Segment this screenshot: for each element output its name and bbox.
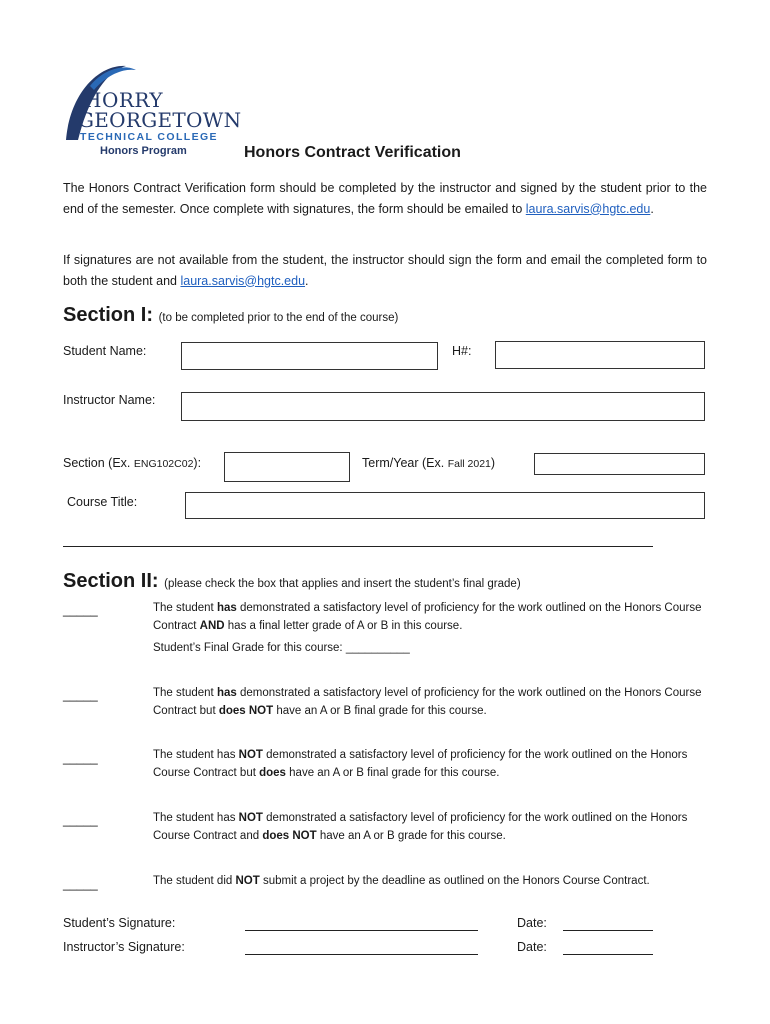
final-grade-line[interactable]: Student’s Final Grade for this course: __________: [153, 642, 410, 654]
section-code-field[interactable]: [224, 452, 350, 482]
section-divider: [63, 546, 653, 547]
course-title-label: Course Title:: [67, 495, 138, 509]
option-2-checkbox[interactable]: _____: [63, 688, 98, 702]
intro-paragraph-2: If signatures are not available from the student, the instructor should sign the form and email the completed form to both the student and laura.sarvis@hgtc.edu.: [63, 253, 707, 288]
option-5-text: The student did NOT submit a project by the deadline as outlined on the Honors Course Contract.: [153, 875, 650, 887]
logo-line-horry: HORRY: [84, 88, 164, 112]
option-3-checkbox[interactable]: _____: [63, 751, 98, 765]
email-link-2[interactable]: laura.sarvis@hgtc.edu: [180, 273, 306, 288]
section-1-heading: Section I: (to be completed prior to the end of the course): [63, 304, 399, 326]
college-logo: [60, 62, 242, 162]
term-year-field[interactable]: [534, 453, 705, 475]
option-4-text: The student has NOT demonstrated a satisfactory level of proficiency for the work outlined on the Honors Course Contract and does NOT have an A or B grade for this course.: [153, 812, 688, 842]
student-signature-label: Student’s Signature:: [63, 916, 176, 930]
logo-line-honors-program: Honors Program: [100, 145, 187, 157]
instructor-signature-line[interactable]: [245, 940, 478, 955]
option-4-checkbox[interactable]: _____: [63, 813, 98, 827]
instructor-signature-label: Instructor’s Signature:: [63, 940, 185, 954]
student-name-field[interactable]: [181, 342, 438, 370]
option-3-text: The student has NOT demonstrated a satisfactory level of proficiency for the work outlined on the Honors Course Contract but does have an A or B final grade for this course.: [153, 749, 688, 779]
student-date-label: Date:: [517, 916, 547, 930]
option-1-text: The student has demonstrated a satisfactory level of proficiency for the work outlined on the Honors Course Contract AND has a final letter grade of A or B in this course.: [153, 602, 702, 632]
page-title: Honors Contract Verification: [244, 144, 461, 161]
instructor-name-label: Instructor Name:: [63, 393, 156, 407]
section-code-label: Section (Ex. ENG102C02):: [63, 456, 202, 470]
student-signature-line[interactable]: [245, 916, 478, 931]
h-number-field[interactable]: [495, 341, 705, 369]
option-2-text: The student has demonstrated a satisfactory level of proficiency for the work outlined on the Honors Course Contract but does NOT have an A or B final grade for this course.: [153, 687, 702, 717]
student-date-line[interactable]: [563, 916, 653, 931]
student-name-label: Student Name:: [63, 344, 147, 358]
instructor-name-field[interactable]: [181, 392, 705, 421]
intro-paragraph-1: The Honors Contract Verification form should be completed by the instructor and signed by the student prior to the end of the semester. Once complete with signatures, the form should be emailed to laura.sarvis@hgtc.edu.: [63, 181, 707, 216]
course-title-field[interactable]: [185, 492, 705, 519]
logo-line-georgetown: GEORGETOWN: [78, 108, 242, 132]
instructor-date-line[interactable]: [563, 940, 653, 955]
section-2-heading: Section II: (please check the box that applies and insert the student’s final grade): [63, 570, 521, 592]
h-number-label: H#:: [452, 344, 472, 358]
instructor-date-label: Date:: [517, 940, 547, 954]
logo-line-technical-college: TECHNICAL COLLEGE: [80, 131, 218, 143]
option-1-checkbox[interactable]: _____: [63, 603, 98, 617]
email-link[interactable]: laura.sarvis@hgtc.edu: [525, 201, 651, 216]
term-year-label: Term/Year (Ex. Fall 2021): [362, 456, 496, 470]
option-5-checkbox[interactable]: _____: [63, 877, 98, 891]
